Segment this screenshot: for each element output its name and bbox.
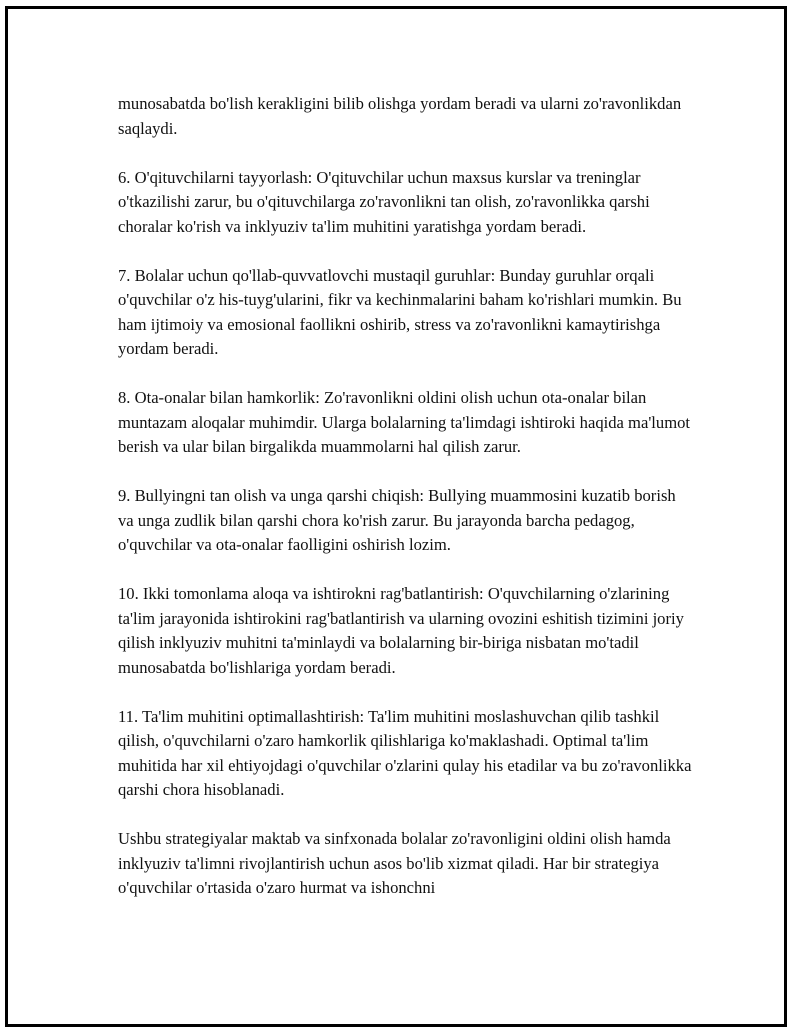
paragraph-item-7: 7. Bolalar uchun qo'llab-quvvatlovchi mustaqil guruhlar: Bunday guruhlar orqali o'quvchilar o'z his-tuyg'ularini, fikr va kechinmalarini baham ko'rishlari mumkin. Bu ham ijtimoiy va emosional faollikni oshirib, stress va zo'ravonlikni kamaytirishga yordam beradi. [118, 265, 682, 358]
paragraph-summary: Ushbu strategiyalar maktab va sinfxonada bolalar zo'ravonligini oldini olish hamda inklyuziv ta'limni rivojlantirish uchun asos bo'lib xizmat qiladi. Har bir strategiya o'quvchilar o'rtasida o'zaro hurmat va ishonchni [118, 829, 671, 897]
paragraph-item-8: 8. Ota-onalar bilan hamkorlik: Zo'ravonlikni oldini olish uchun ota-onalar bilan muntazam aloqalar muhimdir. Ularga bolalarning ta'limdagi ishtiroki haqida ma'lumot berish va ular bilan birgalikda muammolarni hal qilish zarur. [118, 388, 691, 456]
paragraph-continuation: munosabatda bo'lish kerakligini bilib olishga yordam beradi va ularni zo'ravonlikdan saqlaydi. [118, 94, 682, 138]
paragraph-item-6: 6. O'qituvchilarni tayyorlash: O'qituvchilar uchun maxsus kurslar va treninglar o'tkazilishi zarur, bu o'qituvchilarga zo'ravonlikni tan olish, zo'ravonlikka qarshi choralar ko'rish va inklyuziv ta'lim muhitini yaratishga yordam beradi. [118, 167, 650, 236]
paragraph-item-10: 10. Ikki tomonlama aloqa va ishtirokni rag'batlantirish: O'quvchilarning o'zlarining ta'lim jarayonida ishtirokini rag'batlantirish va ularning ovozini eshitish tizimini joriy qilish inklyuziv muhitni ta'minlaydi va bolalarning bir-biriga nisbatan mo'tadil munosabatda bo'lishlariga yordam beradi. [118, 584, 684, 677]
page-content [118, 92, 693, 901]
paragraph-item-9: 9. Bullyingni tan olish va unga qarshi chiqish: Bullying muammosini kuzatib borish va unga zudlik bilan qarshi chora ko'rish zarur. Bu jarayonda barcha pedagog, o'quvchilar va ota-onalar faolligini oshirish lozim. [118, 486, 676, 554]
paragraph-item-11: 11. Ta'lim muhitini optimallashtirish: Ta'lim muhitini moslashuvchan qilib tashkil qilish, o'quvchilarni o'zaro hamkorlik qilishlariga ko'maklashadi. Optimal ta'lim muhitida har xil ehtiyojdagi o'quvchilar o'zlarini qulay his etadilar va bu zo'ravonlikka qarshi chora hisoblanadi. [118, 706, 692, 799]
